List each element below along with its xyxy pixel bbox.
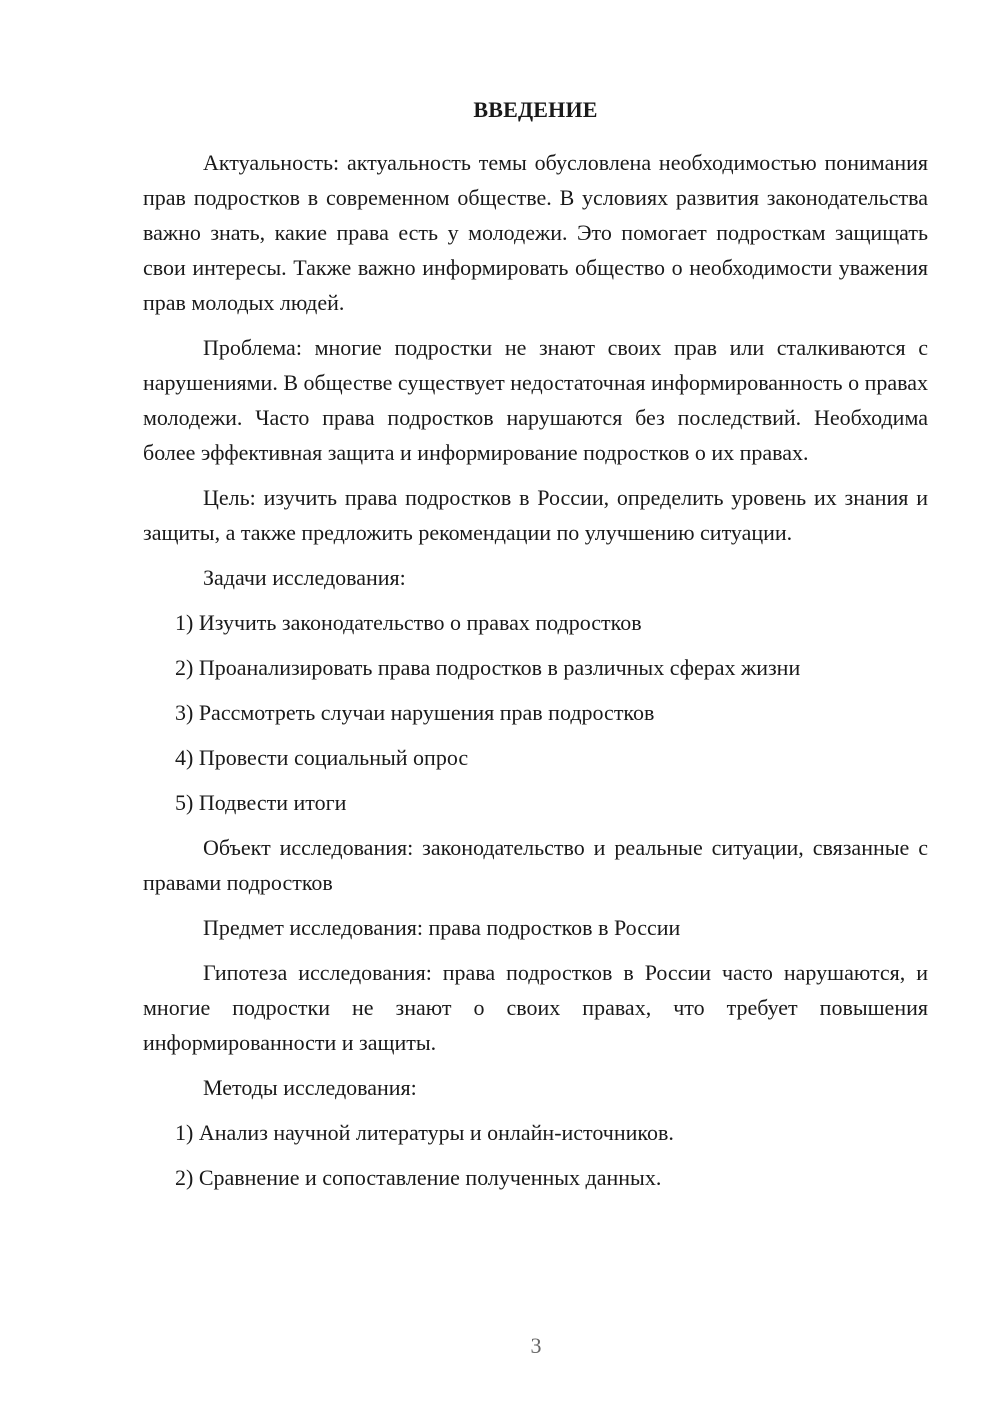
list-item: 2) Сравнение и сопоставление полученных данных. (175, 1165, 662, 1190)
list-item: 5) Подвести итоги (175, 790, 347, 815)
section-title: ВВЕДЕНИЕ (473, 97, 598, 122)
tasks-heading: Задачи исследования: (203, 565, 406, 590)
tasks-list (143, 605, 928, 820)
document-page (143, 92, 928, 1205)
paragraph-relevance: Актуальность: актуальность темы обусловлена необходимостью понимания прав подростков в современном обществе. В условиях развития законодательства важно знать, какие права есть у молодежи. Это помогает подросткам защищать свои интересы. Также важно информировать общество о необходимости уважения прав молодых людей. (143, 150, 928, 315)
methods-list (143, 1115, 928, 1195)
page-number: 3 (530, 1333, 542, 1358)
paragraph-subject: Предмет исследования: права подростков в России (203, 915, 681, 940)
paragraph-hypothesis: Гипотеза исследования: права подростков в России часто нарушаются, и многие подростки не знают о своих правах, что требует повышения информированности и защиты. (143, 960, 928, 1055)
list-item: 2) Проанализировать права подростков в различных сферах жизни (175, 655, 801, 680)
paragraph-goal: Цель: изучить права подростков в России, определить уровень их знания и защиты, а также предложить рекомендации по улучшению ситуации. (143, 485, 928, 545)
list-item: 4) Провести социальный опрос (175, 745, 469, 770)
paragraph-problem: Проблема: многие подростки не знают своих прав или сталкиваются с нарушениями. В обществе существует недостаточная информированность о правах молодежи. Часто права подростков нарушаются без последствий. Необходима более эффективная защита и информирование подростков о их правах. (143, 335, 928, 465)
list-item: 1) Изучить законодательство о правах подростков (175, 610, 642, 635)
list-item: 1) Анализ научной литературы и онлайн-источников. (175, 1120, 674, 1145)
list-item: 3) Рассмотреть случаи нарушения прав подростков (175, 700, 655, 725)
methods-heading: Методы исследования: (203, 1075, 417, 1100)
paragraph-object: Объект исследования: законодательство и реальные ситуации, связанные с правами подростков (143, 835, 928, 895)
